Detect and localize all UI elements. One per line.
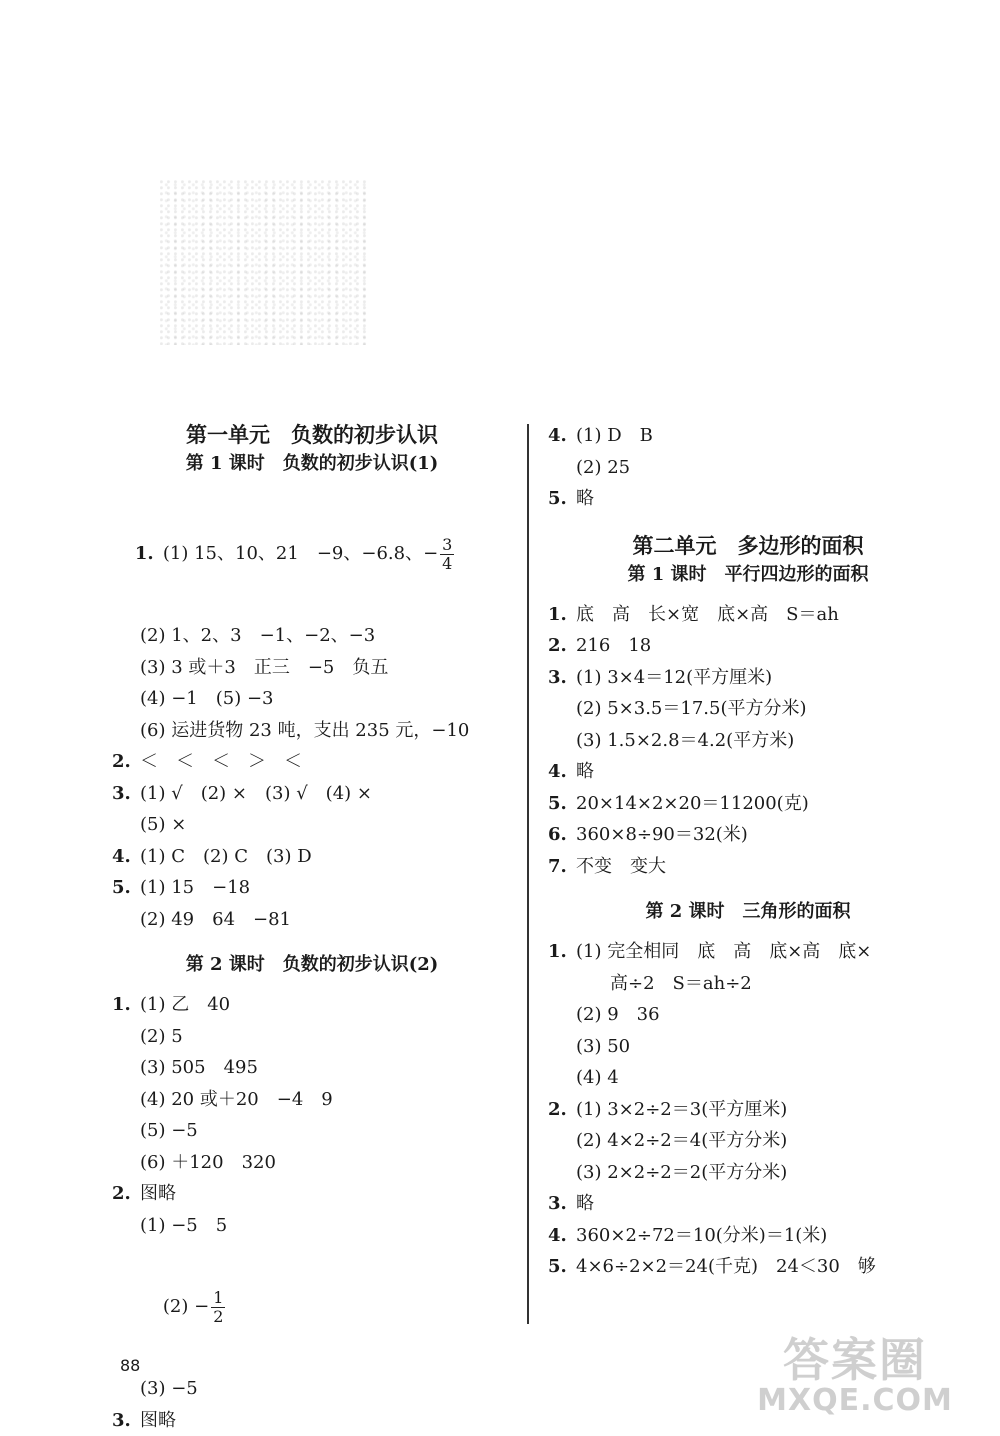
answer-line: 5. 4×6÷2×2＝24(千克) 24＜30 够 <box>548 1251 948 1283</box>
scan-noise-patch <box>160 180 370 345</box>
lesson-title: 第 2 课时 三角形的面积 <box>548 898 948 926</box>
answer-line: (2) 49 64 −81 <box>112 904 512 936</box>
answer-line: (2) 4×2÷2＝4(平方分米) <box>548 1125 948 1157</box>
answer-line: (3) 2×2÷2＝2(平方分米) <box>548 1157 948 1189</box>
answer-line: 6. 360×8÷90＝32(米) <box>548 819 948 851</box>
answer-line: 1. 底 高 长×宽 底×高 S＝ah <box>548 599 948 631</box>
answer-line: 7. 不变 变大 <box>548 851 948 883</box>
answer-line: 3. (1) 3×4＝12(平方厘米) <box>548 662 948 694</box>
left-column <box>112 420 512 1436</box>
answer-line: 1. (1) 15、10、21 −9、−6.8、− $\frac{3}{4}$ <box>112 488 512 620</box>
answer-line: 1. (1) 完全相同 底 高 底×高 底× <box>548 936 948 968</box>
answer-line: 4. 360×2÷72＝10(分米)＝1(米) <box>548 1220 948 1252</box>
lesson-title: 第 2 课时 负数的初步认识(2) <box>112 951 512 979</box>
answer-line: 4. (1) C (2) C (3) D <box>112 841 512 873</box>
answer-line: 4. (1) D B <box>548 420 948 452</box>
answer-line: 4. 略 <box>548 756 948 788</box>
answer-line: (1) −5 5 <box>112 1210 512 1242</box>
answer-line: 5. 20×14×2×20＝11200(克) <box>548 788 948 820</box>
answer-line: (6) 运进货物 23 吨，支出 235 元，−10 <box>112 715 512 747</box>
unit-title: 第二单元 多边形的面积 <box>548 531 948 561</box>
answer-line: (2) 5×3.5＝17.5(平方分米) <box>548 693 948 725</box>
answer-line: (3) 3 或＋3 正三 −5 负五 <box>112 652 512 684</box>
lesson-title: 第 1 课时 平行四边形的面积 <box>548 561 948 589</box>
answer-line: 2. 图略 <box>112 1178 512 1210</box>
answer-line: 5. (1) 15 −18 <box>112 872 512 904</box>
answer-line: (2) 9 36 <box>548 999 948 1031</box>
unit-title: 第一单元 负数的初步认识 <box>112 420 512 450</box>
answer-line: (2) 1、2、3 −1、−2、−3 <box>112 620 512 652</box>
answer-line: (2) 25 <box>548 452 948 484</box>
answer-line: (3) 1.5×2.8＝4.2(平方米) <box>548 725 948 757</box>
fraction: $\frac{3}{4}$ <box>440 536 454 573</box>
answer-line: (4) 20 或＋20 −4 9 <box>112 1084 512 1116</box>
fraction: $\frac{1}{2}$ <box>211 1289 225 1326</box>
lesson-title: 第 1 课时 负数的初步认识(1) <box>112 450 512 478</box>
answer-line: 3. 略 <box>548 1188 948 1220</box>
page-number: 88 <box>120 1356 140 1375</box>
answer-line: 3. (1) √ (2) × (3) √ (4) × <box>112 778 512 810</box>
answer-line: (6) ＋120 320 <box>112 1147 512 1179</box>
answer-line: (2) 5 <box>112 1021 512 1053</box>
watermark-logo: 答案圈 MXQE.COM <box>740 1335 970 1420</box>
column-divider <box>527 424 529 1324</box>
answer-line: 3. 图略 <box>112 1405 512 1436</box>
answer-line: (3) 505 495 <box>112 1052 512 1084</box>
answer-line: 2. ＜ ＜ ＜ ＞ ＜ <box>112 746 512 778</box>
answer-line: (2) − $\frac{1}{2}$ <box>112 1241 512 1373</box>
answer-line: 2. 216 18 <box>548 630 948 662</box>
right-column <box>548 420 948 1283</box>
answer-line: (3) 50 <box>548 1031 948 1063</box>
answer-line: 高÷2 S＝ah÷2 <box>548 968 948 1000</box>
answer-line: (5) × <box>112 809 512 841</box>
answer-line: (5) −5 <box>112 1115 512 1147</box>
answer-line: (4) −1 (5) −3 <box>112 683 512 715</box>
answer-line: 1. (1) 乙 40 <box>112 989 512 1021</box>
answer-line: 2. (1) 3×2÷2＝3(平方厘米) <box>548 1094 948 1126</box>
answer-line: 5. 略 <box>548 483 948 515</box>
answer-line: (3) −5 <box>112 1373 512 1405</box>
answer-line: (4) 4 <box>548 1062 948 1094</box>
